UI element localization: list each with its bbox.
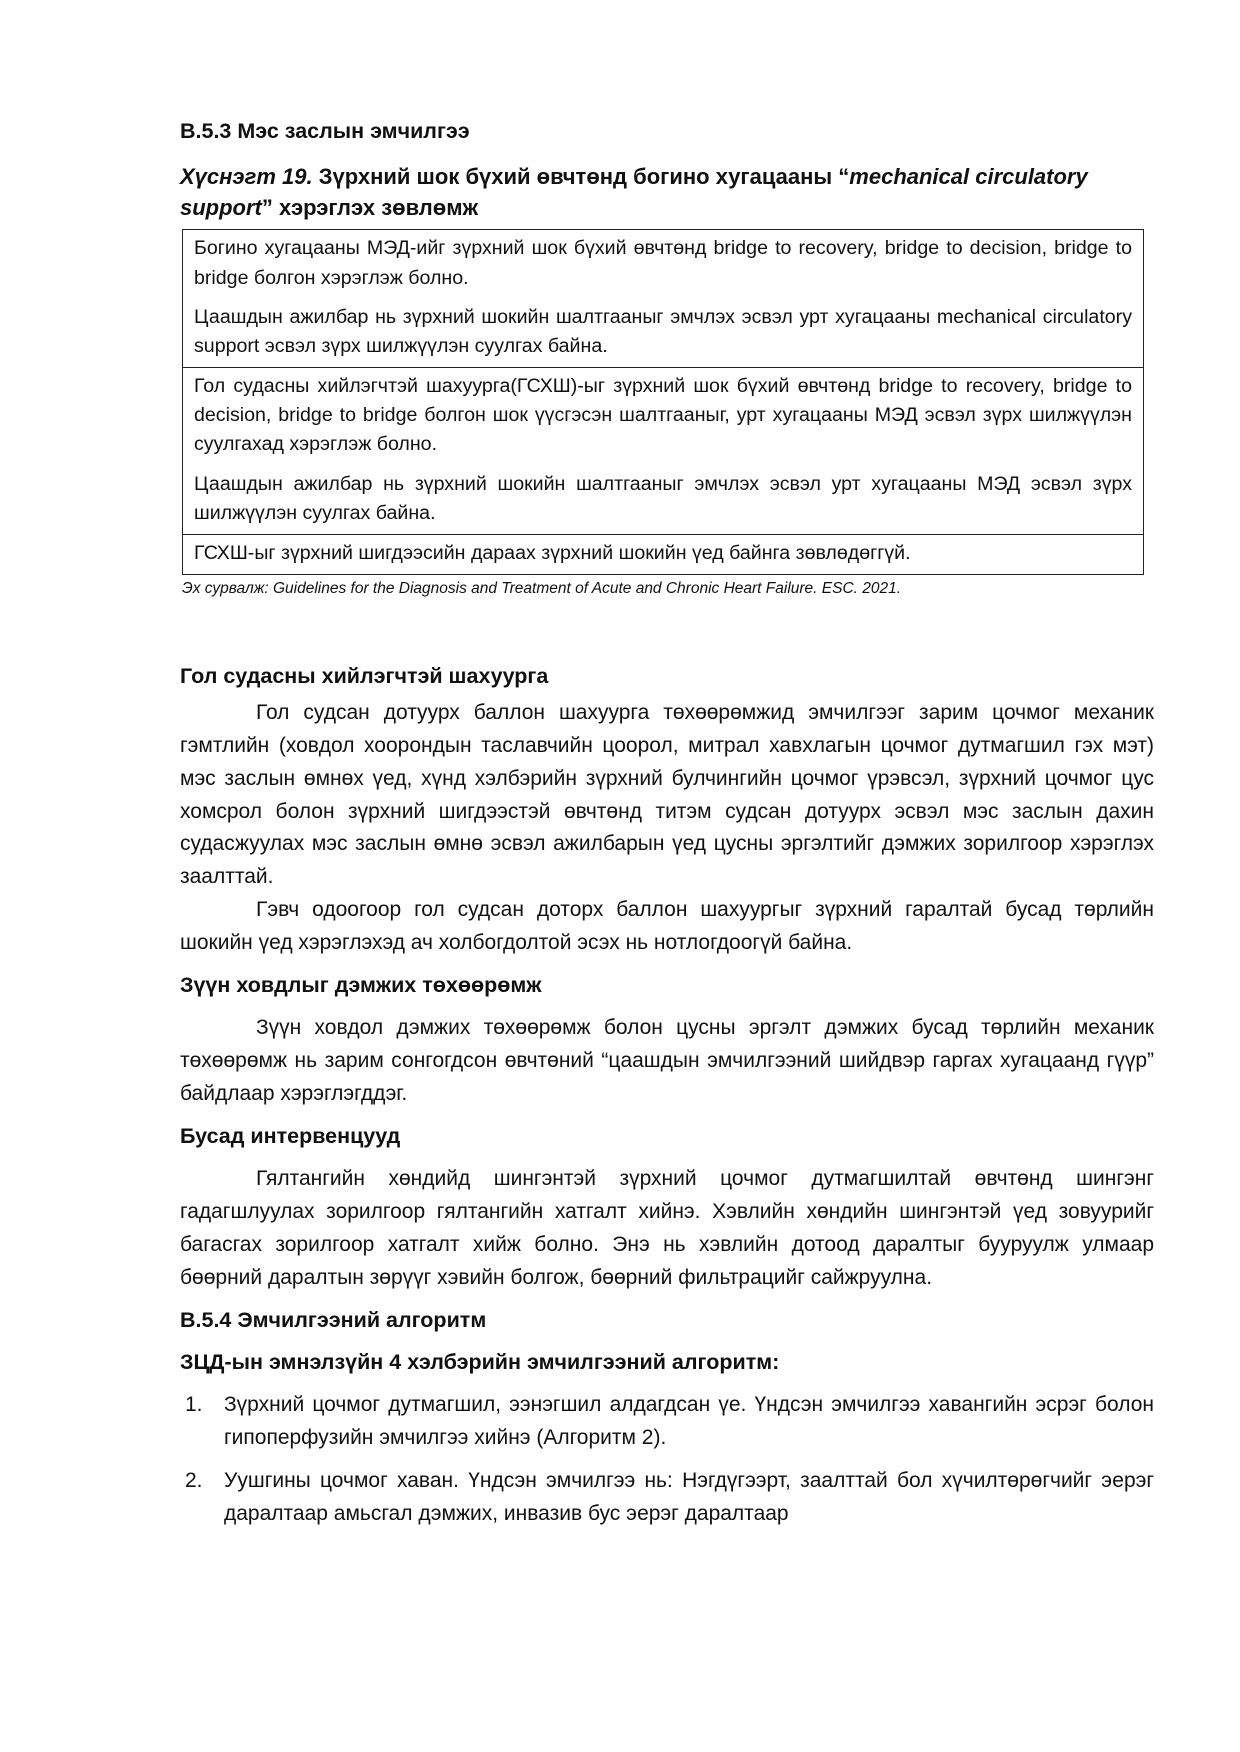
section-heading-b54: B.5.4 Эмчилгээний алгоритм [180,1308,487,1333]
table-row [183,230,1143,367]
table-number: Хүснэгт 19. [180,163,313,189]
paragraph-other: Гялтангийн хөндийд шингэнтэй зүрхний цочмог дутмагшилтай өвчтөнд шингэнг гадагшлуулах зорилгоор гялтангийн хатгалт хийнэ. Хэвлийн хөндийн шингэнтэй үед зовуурийг багасгах зорилгоор хатгалт хийж болно. Энэ нь хэвлийн дотоод даралтыг бууруулж улмаар бөөрний даралтын зөрүүг хэвийн болгож, бөөрний фильтрацийг сайжруулна. [180,1167,1154,1289]
algorithm-subheading: ЗЦД-ын эмнэлзүйн 4 хэлбэрийн эмчилгээний алгоритм: [180,1350,780,1375]
section-heading-b53: B.5.3 Мэс заслын эмчилгээ [180,119,470,143]
list-item-number: 1. [185,1393,203,1417]
table-cell-text: Цаашдын ажилбар нь зүрхний шокийн шалтгааныг эмчлэх эсвэл урт хугацааны МЭД эсвэл зүрх шилжүүлэн суулгах байна. [194,472,1132,524]
list-item-number: 2. [185,1468,203,1492]
paragraph-iabp-1: Гол судсан дотуурх баллон шахуурга төхөөрөмжид эмчилгээг зарим цочмог механик гэмтлийн (ховдол хоорондын таславчийн цоорол, митрал хавхлагын цочмог дутмагшил гэх мэт) мэс заслын өмнөх үед, хүнд хэлбэрийн зүрхний булчингийн цочмог үрэвсэл, зүрхний цочмог цус хомсрол болон зүрхний шигдээстэй өвчтөнд титэм судсан дотуурх эсвэл мэс заслын дахин судасжуулах мэс заслын өмнө эсвэл ажилбарын үед цусны эргэлтийг дэмжих зорилгоор хэрэглэх заалттай. [180,701,1154,889]
table-title-text: Зүрхний шок бүхий өвчтөнд богино хугацааны “ [312,163,850,189]
paragraph-lvad: Зүүн ховдол дэмжих төхөөрөмж болон цусны эргэлт дэмжих бусад төрлийн механик төхөөрөмж нь зарим сонгогдсон өвчтөний “цаашдын эмчилгээний шийдвэр гаргах хугацаанд гүүр” байдлаар хэрэглэгддэг. [180,1016,1154,1105]
table-title-term: mechanical circulatory support [180,163,1088,221]
table-title [180,161,1154,223]
list-item-text: Уушгины цочмог хаван. Үндсэн эмчилгээ нь: Нэгдүгээрт, заалттай бол хүчилтөрөгчийг эерэг даралтаар амьсгал дэмжих, инвазив бус эерэг даралтаар [224,1468,1154,1525]
table-row [183,367,1143,534]
algorithm-list [180,1389,1154,1533]
table-cell-text: Гол судасны хийлэгчтэй шахуурга(ГСХШ)-ыг зүрхний шок бүхий өвчтөнд bridge to recovery, bridge to decision, bridge to bridge болгон шок үүсгэсэн шалтгааныг, урт хугацааны МЭД эсвэл зүрх шилжүүлэн суулгахад хэрэглэж болно. [194,375,1132,456]
table-cell-text: Богино хугацааны МЭД-ийг зүрхний шок бүхий өвчтөнд bridge to recovery, bridge to decision, bridge to bridge болгон хэрэглэж болно. [194,237,1132,289]
list-item [180,1465,1154,1533]
list-item-text: Зүрхний цочмог дутмагшил, ээнэгшил алдагдсан үе. Үндсэн эмчилгээ хавангийн эсрэг болон гипоперфузийн эмчилгээ хийнэ (Алгоритм 2). [224,1393,1154,1450]
section-heading-iabp: Гол судасны хийлэгчтэй шахуурга [180,664,549,689]
table-title-end: ” хэрэглэх зөвлөмж [261,195,479,221]
table-source-note: Эх сурвалж: Guidelines for the Diagnosis and Treatment of Acute and Chronic Heart Failure. ESC. 2021. [182,580,902,598]
section-heading-lvad: Зүүн ховдлыг дэмжих төхөөрөмж [180,973,542,998]
page-content [180,118,1154,1533]
section-heading-other: Бусад интервенцууд [180,1124,401,1149]
list-item [180,1389,1154,1455]
table-row [183,534,1143,574]
table-cell-text: ГСХШ-ыг зүрхний шигдээсийн дараах зүрхний шокийн үед байнга зөвлөдөггүй. [194,542,911,565]
paragraph-iabp-2: Гэвч одоогоор гол судсан доторх баллон шахуургыг зүрхний гаралтай бусад төрлийн шокийн үед хэрэглэхэд ач холбогдолтой эсэх нь нотлогдоогүй байна. [180,897,1154,954]
table-cell-text: Цаашдын ажилбар нь зүрхний шокийн шалтгааныг эмчлэх эсвэл урт хугацааны mechanical circulatory support эсвэл зүрх шилжүүлэн суулгах байна. [194,305,1132,357]
recommendation-table [182,229,1144,575]
